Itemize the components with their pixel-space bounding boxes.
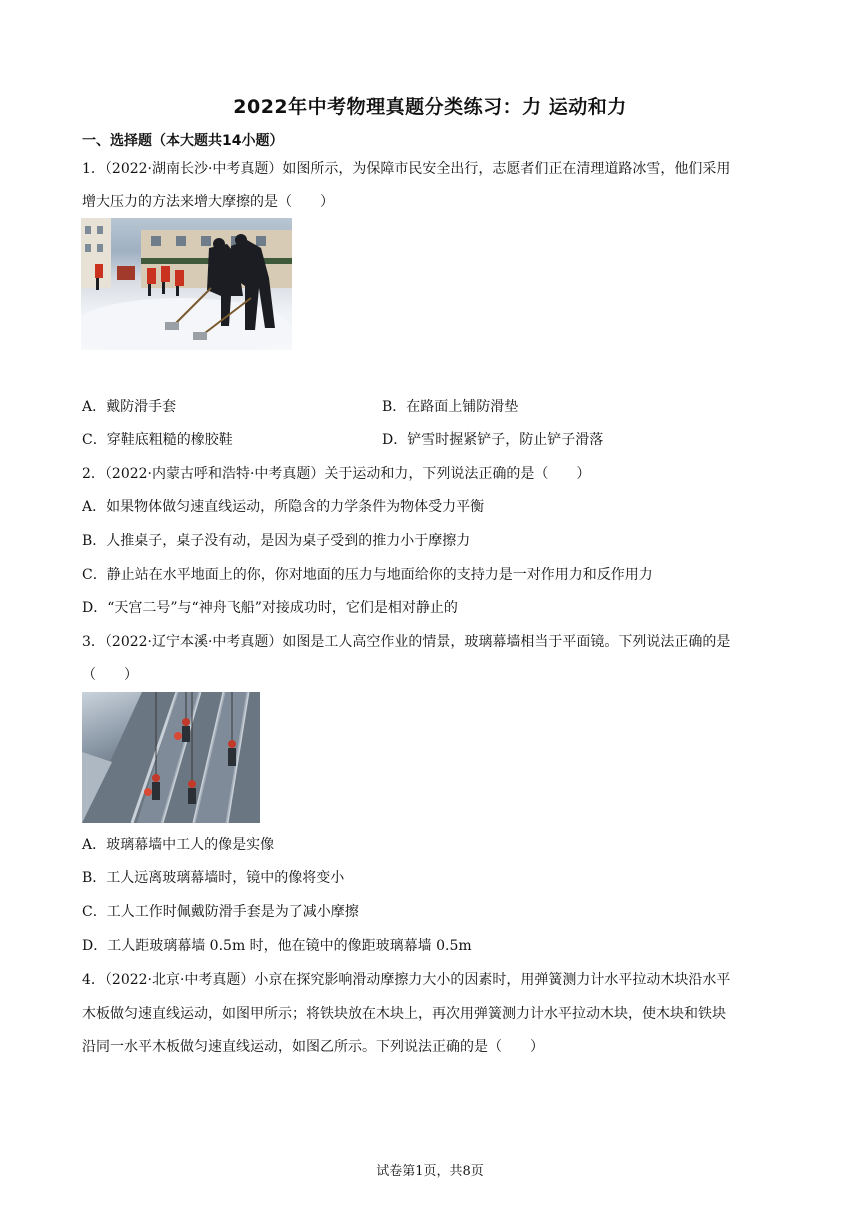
- question-4-line-3: 沿同一水平木板做匀速直线运动，如图乙所示。下列说法正确的是（ ）: [82, 1039, 544, 1055]
- question-3-option-d: D．工人距玻璃幕墙 0.5m 时，他在镜中的像距玻璃幕墙 0.5m: [82, 938, 472, 954]
- page-title: 2022年中考物理真题分类练习：力 运动和力: [233, 96, 627, 118]
- question-4-line-1: 4．（2022·北京·中考真题）小京在探究影响滑动摩擦力大小的因素时，用弹簧测力计水平拉动木块沿水平: [82, 972, 731, 988]
- question-1-option-b: B．在路面上铺防滑垫: [382, 399, 519, 415]
- question-3-option-c: C．工人工作时佩戴防滑手套是为了减小摩擦: [82, 904, 359, 920]
- window-cleaners-photo: [82, 692, 260, 823]
- question-1-line-1: 1．（2022·湖南长沙·中考真题）如图所示，为保障市民安全出行，志愿者们正在清理道路冰雪，他们采用: [82, 161, 731, 177]
- question-3-line-1: 3．（2022·辽宁本溪·中考真题）如图是工人高空作业的情景，玻璃幕墙相当于平面镜。下列说法正确的是: [82, 634, 731, 650]
- section-heading: 一、选择题（本大题共14小题）: [82, 133, 284, 149]
- page-footer: 试卷第1页，共8页: [376, 1164, 484, 1179]
- question-3-option-b: B．工人远离玻璃幕墙时，镜中的像将变小: [82, 870, 345, 886]
- question-1-option-c: C．穿鞋底粗糙的橡胶鞋: [82, 432, 233, 448]
- question-1-option-a: A．戴防滑手套: [82, 399, 177, 415]
- question-2-option-d: D．“天宫二号”与“神舟飞船”对接成功时，它们是相对静止的: [82, 600, 458, 616]
- question-3-line-2: （ ）: [82, 667, 138, 683]
- question-2-option-c: C．静止站在水平地面上的你，你对地面的压力与地面给你的支持力是一对作用力和反作用力: [82, 567, 653, 583]
- question-4-line-2: 木板做匀速直线运动，如图甲所示；将铁块放在木块上，再次用弹簧测力计水平拉动木块，使木块和铁块: [82, 1006, 726, 1022]
- window-cleaners-illustration: [82, 692, 260, 823]
- question-2-line-1: 2．（2022·内蒙古呼和浩特·中考真题）关于运动和力，下列说法正确的是（ ）: [82, 466, 591, 482]
- snow-clearing-illustration: [81, 218, 292, 350]
- question-2-option-a: A．如果物体做匀速直线运动，所隐含的力学条件为物体受力平衡: [82, 499, 485, 515]
- question-3-option-a: A．玻璃幕墙中工人的像是实像: [82, 837, 275, 853]
- question-2-option-b: B．人推桌子，桌子没有动，是因为桌子受到的推力小于摩擦力: [82, 533, 471, 549]
- snow-clearing-photo: [81, 218, 292, 350]
- question-1-option-d: D．铲雪时握紧铲子，防止铲子滑落: [382, 432, 604, 448]
- question-1-line-2: 增大压力的方法来增大摩擦的是（ ）: [82, 194, 334, 210]
